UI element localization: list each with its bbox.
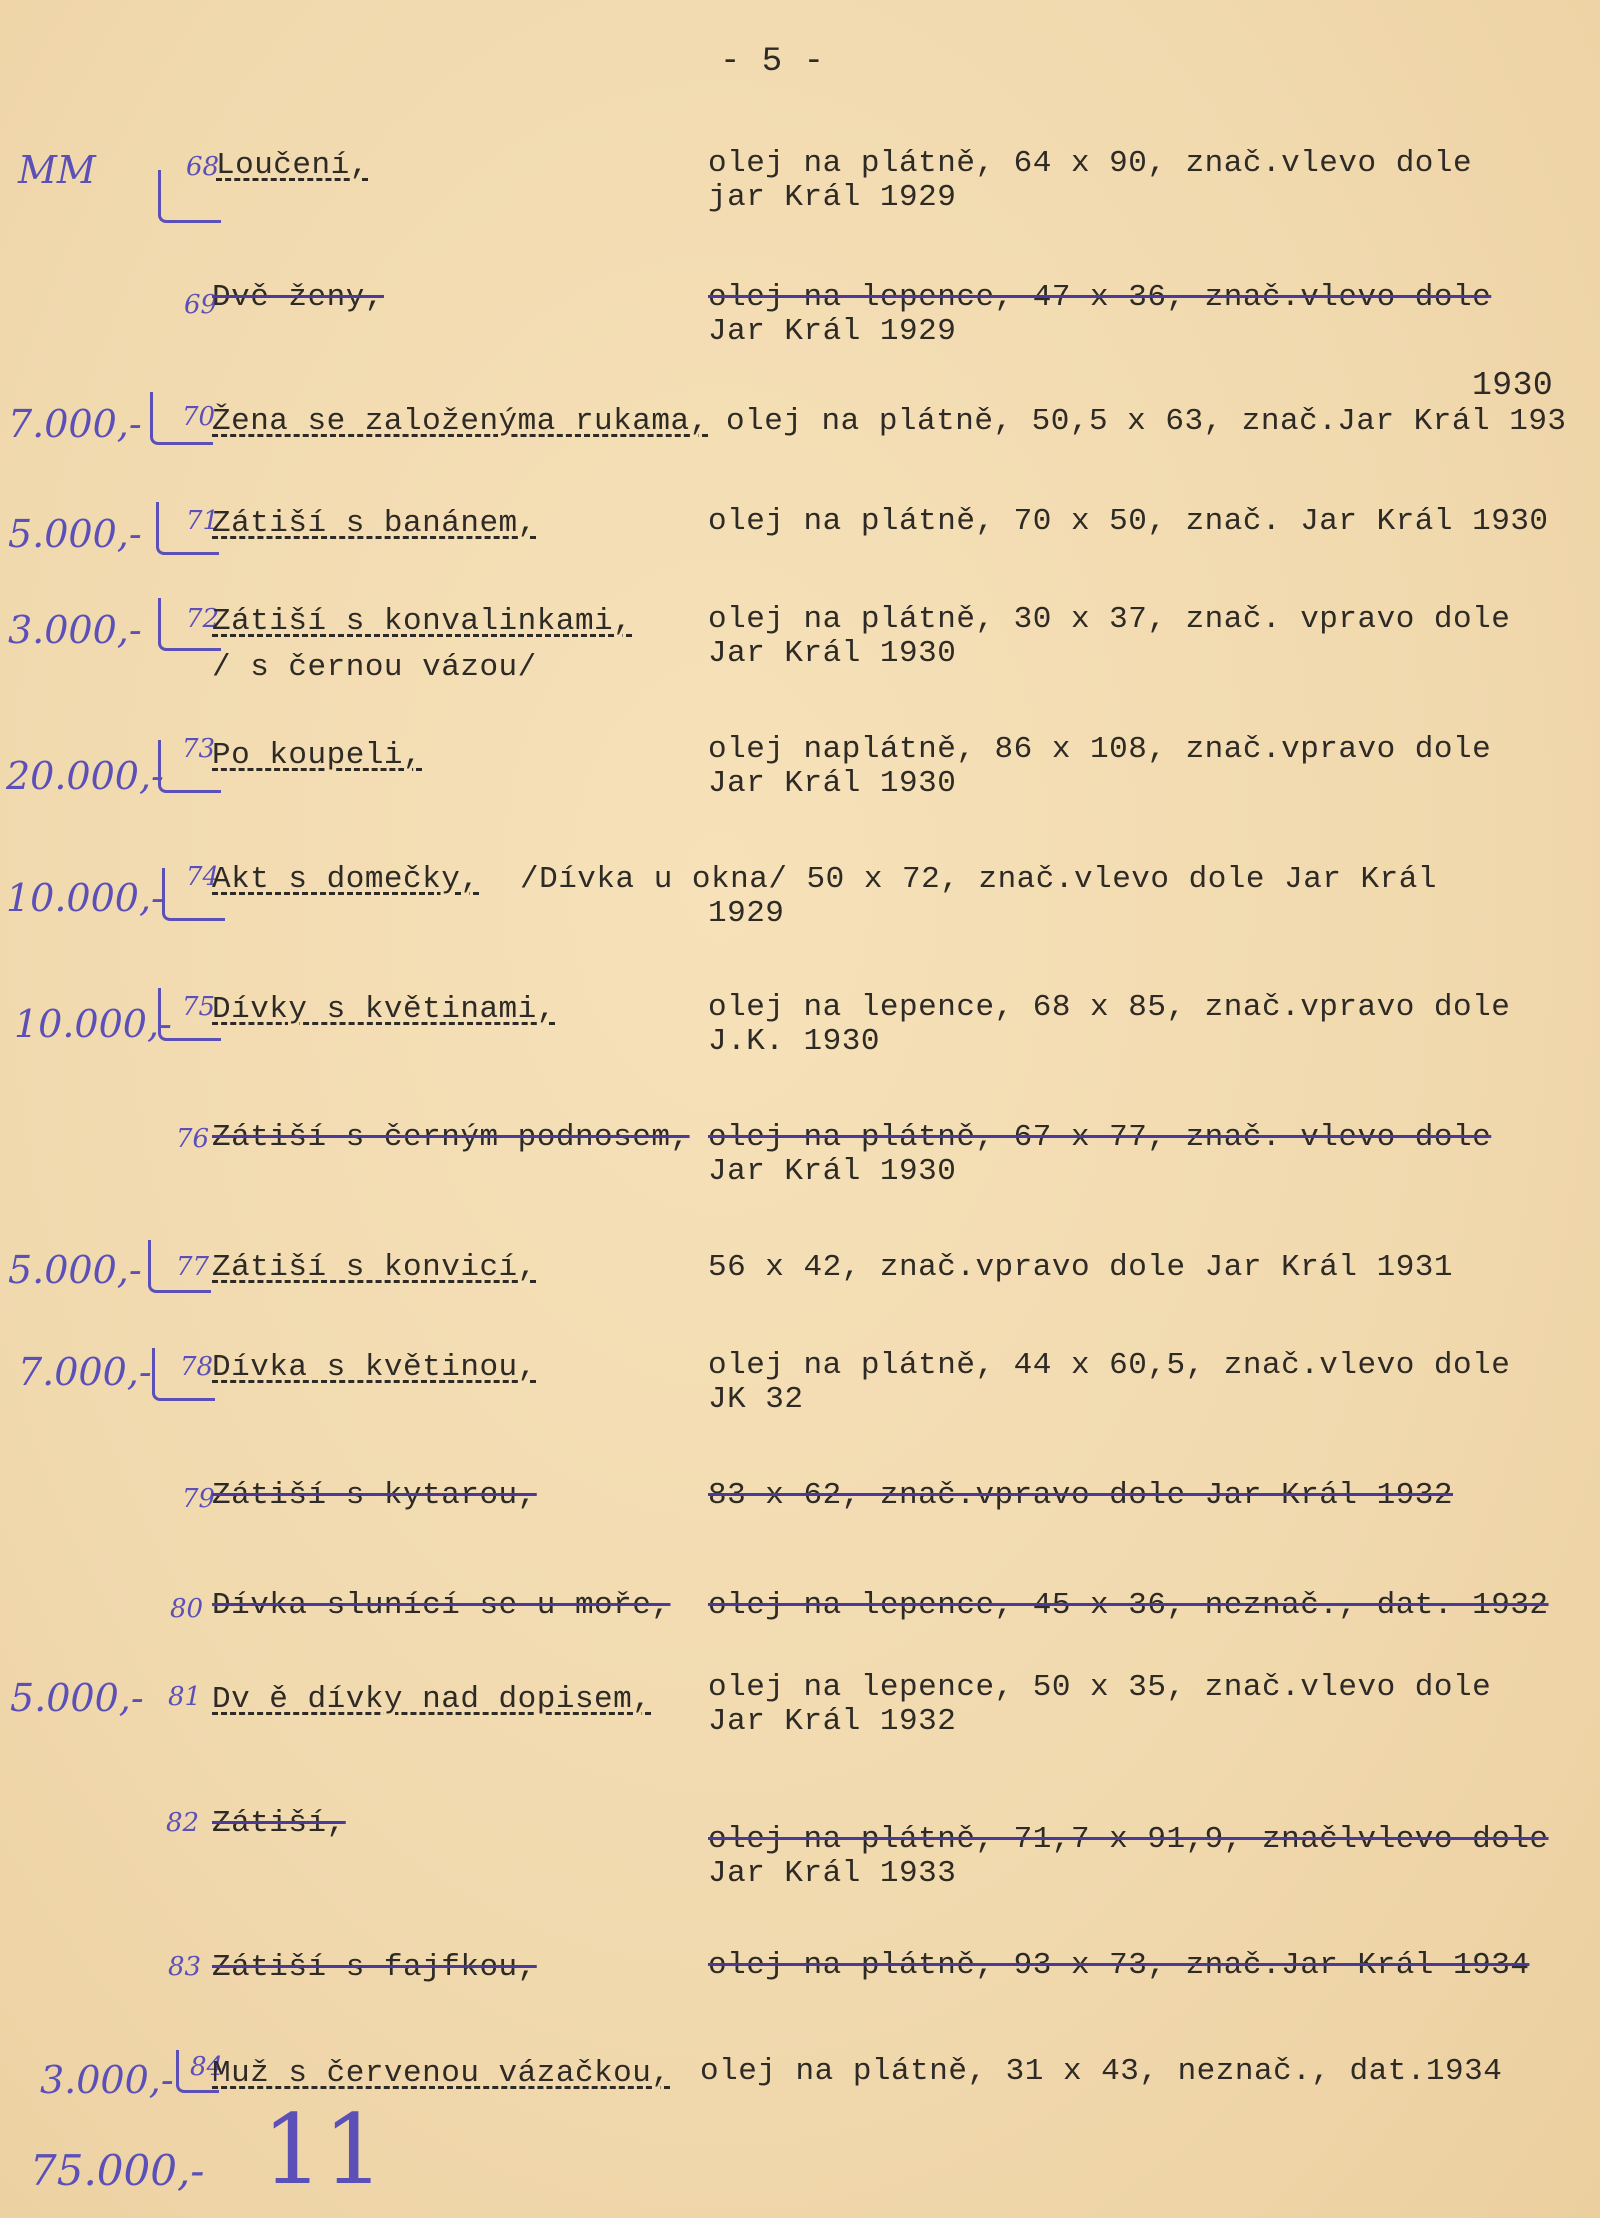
artwork-title: Zátiší s konvicí, bbox=[212, 1250, 537, 1285]
artwork-title: Dívka s květinou, bbox=[212, 1350, 537, 1385]
artwork-signature: JK 32 bbox=[708, 1382, 804, 1417]
total-mark: 11 bbox=[262, 2094, 385, 2206]
artwork-description: olej na plátně, 44 x 60,5, znač.vlevo dole bbox=[708, 1348, 1511, 1383]
artwork-title: Zátiší, bbox=[212, 1806, 346, 1841]
artwork-signature: Jar Král 1933 bbox=[708, 1856, 957, 1891]
artwork-signature: 1929 bbox=[708, 896, 785, 931]
artwork-title: Dvě ženy, bbox=[212, 280, 384, 315]
item-number: 79 bbox=[182, 1484, 216, 1514]
artwork-description: olej na plátně, 67 x 77, znač. vlevo dole bbox=[708, 1120, 1492, 1155]
item-number: 78 bbox=[180, 1352, 214, 1382]
artwork-title: Zátiší s kytarou, bbox=[212, 1478, 537, 1513]
price-annotation: 3.000,- bbox=[8, 608, 142, 652]
artwork-title: Muž s červenou vázačkou, bbox=[212, 2056, 671, 2091]
artwork-description: olej na lepence, 47 x 36, znač.vlevo dole bbox=[708, 280, 1492, 315]
artwork-title: Zátiší s konvalinkami, bbox=[212, 604, 633, 639]
artwork-title: Žena se založenýma rukama, bbox=[212, 404, 709, 439]
artwork-description: olej na plátně, 64 x 90, znač.vlevo dole bbox=[708, 146, 1473, 181]
artwork-signature: Jar Král 1930 bbox=[708, 636, 957, 671]
item-number: 82 bbox=[166, 1808, 200, 1838]
price-annotation: 5.000,- bbox=[10, 1676, 144, 1720]
artwork-title: Zátiší s fajfkou, bbox=[212, 1950, 537, 1985]
price-annotation: 20.000,- bbox=[6, 754, 164, 798]
artwork-signature: Jar Král 1929 bbox=[708, 314, 957, 349]
artwork-title: Zátiší s černým podnosem, bbox=[212, 1120, 690, 1155]
artwork-description: olej na lepence, 45 x 36, neznač., dat. 1932 bbox=[708, 1588, 1549, 1623]
price-annotation: 5.000,- bbox=[8, 512, 142, 556]
item-number: 72 bbox=[186, 604, 220, 634]
artwork-description: olej na plátně, 93 x 73, znač.Jar Král 1934 bbox=[708, 1948, 1530, 1983]
item-number: 70 bbox=[182, 402, 216, 432]
artwork-title: Po koupeli, bbox=[212, 738, 423, 773]
artwork-description: /Dívka u okna/ 50 x 72, znač.vlevo dole Jar Král bbox=[520, 862, 1437, 897]
artwork-description: olej na plátně, 30 x 37, znač. vpravo dole bbox=[708, 602, 1511, 637]
item-number: 77 bbox=[176, 1252, 210, 1282]
artwork-description: 83 x 62, znač.vpravo dole Jar Král 1932 bbox=[708, 1478, 1454, 1513]
item-number: 68 bbox=[186, 152, 220, 182]
artwork-title: Zátiší s banánem, bbox=[212, 506, 537, 541]
artwork-description: olej na plátně, 71,7 x 91,9, značlvlevo dole bbox=[708, 1822, 1549, 1857]
price-annotation: 10.000,- bbox=[6, 876, 164, 920]
item-number: 76 bbox=[176, 1124, 210, 1154]
page-number: - 5 - bbox=[720, 43, 825, 81]
artwork-description: 56 x 42, znač.vpravo dole Jar Král 1931 bbox=[708, 1250, 1454, 1285]
artwork-title: Dv ě dívky nad dopisem, bbox=[212, 1682, 652, 1717]
item-number: 69 bbox=[184, 290, 218, 320]
item-number: 83 bbox=[168, 1952, 202, 1982]
date-correction: 1930 bbox=[1472, 367, 1554, 404]
item-number: 81 bbox=[168, 1682, 202, 1712]
artwork-description: olej na lepence, 50 x 35, znač.vlevo dole bbox=[708, 1670, 1492, 1705]
artwork-title: Dívky s květinami, bbox=[212, 992, 556, 1027]
artwork-signature: Jar Král 1930 bbox=[708, 1154, 957, 1189]
artwork-signature: jar Král 1929 bbox=[708, 180, 957, 215]
artwork-signature: Jar Král 1932 bbox=[708, 1704, 957, 1739]
item-number: 80 bbox=[170, 1594, 204, 1624]
price-annotation: MM bbox=[18, 148, 96, 192]
item-number: 84 bbox=[190, 2052, 224, 2082]
artwork-description: olej na plátně, 70 x 50, znač. Jar Král 1930 bbox=[708, 504, 1549, 539]
price-annotation: 5.000,- bbox=[8, 1248, 142, 1292]
artwork-title: Akt s domečky, bbox=[212, 862, 480, 897]
artwork-title: Loučení, bbox=[216, 148, 369, 183]
artwork-title: Dívka slunící se u moře, bbox=[212, 1588, 671, 1623]
artwork-subtitle: / s černou vázou/ bbox=[212, 650, 537, 685]
artwork-description: olej na plátně, 31 x 43, neznač., dat.1934 bbox=[700, 2054, 1503, 2089]
item-number: 75 bbox=[182, 992, 216, 1022]
artwork-description: olej na plátně, 50,5 x 63, znač.Jar Král 193 bbox=[726, 404, 1567, 439]
item-number: 74 bbox=[186, 862, 220, 892]
item-number: 73 bbox=[182, 734, 216, 764]
price-annotation: 7.000,- bbox=[8, 402, 142, 446]
artwork-description: olej naplátně, 86 x 108, znač.vpravo dole bbox=[708, 732, 1492, 767]
artwork-description: olej na lepence, 68 x 85, znač.vpravo dole bbox=[708, 990, 1511, 1025]
item-number: 71 bbox=[186, 506, 220, 536]
artwork-signature: Jar Král 1930 bbox=[708, 766, 957, 801]
price-annotation: 7.000,- bbox=[18, 1350, 152, 1394]
price-annotation: 10.000,- bbox=[14, 1002, 172, 1046]
total-sum: 75.000,- bbox=[30, 2146, 205, 2195]
price-annotation: 3.000,- bbox=[40, 2058, 174, 2102]
artwork-signature: J.K. 1930 bbox=[708, 1024, 880, 1059]
